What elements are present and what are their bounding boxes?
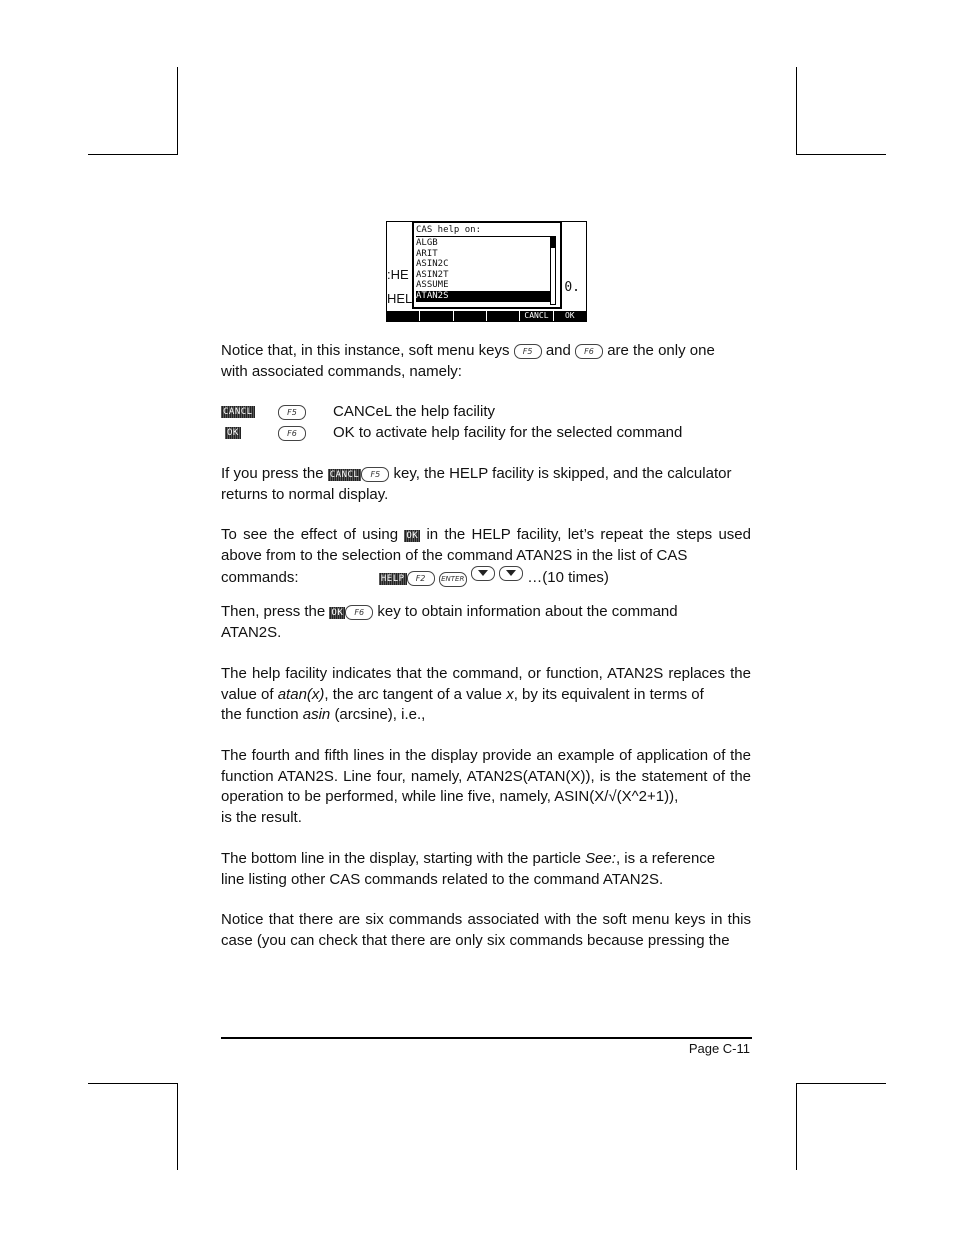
list-item[interactable]: ALGB [416,238,438,248]
text: are the only one [607,342,715,359]
paragraph [221,910,751,951]
f5-key-icon: F5 [278,405,306,420]
paragraph [221,746,751,828]
text: (arcsine), i.e., [334,706,426,724]
down-arrow-key-icon [499,566,523,581]
text: returns to normal display. [221,485,389,503]
f6-key-icon: F6 [278,426,306,441]
paragraph [221,602,751,643]
crop-mark [177,67,178,154]
key-description: CANCeL the help facility [333,403,496,420]
text: …(10 times) [527,569,609,587]
scrollbar[interactable] [550,237,556,305]
crop-mark [88,1083,178,1084]
text: in the HELP facility, let’s repeat the steps used [426,526,751,543]
crop-mark [796,67,797,154]
help-softkey-icon: HELP [380,574,405,585]
cas-help-popup [412,222,562,309]
text: The fourth and fifth lines in the display provide an example of application of [221,747,726,764]
list-item[interactable]: ASIN2C [416,259,449,269]
enter-key-icon: ENTER [439,572,467,587]
f6-key-icon: F6 [575,344,603,359]
text: the function [221,706,299,724]
history-line-2: HEL [387,291,413,306]
text: key, the HELP facility is skipped, and the calculator [393,465,732,482]
cancl-softkey-icon: CANCL [329,470,360,480]
text: line listing other CAS commands related to the command ATAN2S. [221,870,664,888]
list-item[interactable]: ASIN2T [416,269,449,280]
text: Notice that, in this instance, soft menu keys [221,342,510,359]
history-line-1: :HE [387,267,409,282]
key-description: OK to activate help facility for the selected command [333,424,683,441]
crop-mark [177,1083,178,1170]
text: To see the effect of using [221,526,399,543]
soft-menu-key-1[interactable] [387,311,420,321]
text-italic: x [506,685,514,703]
soft-menu-key-3[interactable] [454,311,487,321]
key-list-row [221,402,751,422]
text-italic: asin [302,706,331,724]
stack-value: 0. [564,280,580,295]
text: ATAN2S. [221,623,282,641]
text-italic: atan(x) [277,685,325,703]
text [221,705,751,726]
f5-key-icon: F5 [514,344,542,359]
crop-mark [88,154,178,155]
list-item[interactable]: ASSUME [416,280,449,290]
paragraph [221,464,751,505]
soft-menu-key-4[interactable] [487,311,520,321]
soft-menu-key-2[interactable] [420,311,453,321]
footer-rule [221,1037,752,1039]
calculator-screen [386,221,587,322]
f2-key-icon: F2 [407,571,435,586]
text: If you press the [221,465,324,482]
crop-mark [796,154,886,155]
text: Notice that there are six commands associated with the soft menu keys in this [221,911,751,928]
scroll-thumb[interactable] [551,238,555,248]
list-item-selected[interactable]: ATAN2S [416,291,550,302]
cancl-softkey-icon: CANCL [223,407,253,417]
text-italic: See: [585,850,616,867]
paragraph [221,341,751,382]
text: the value of [221,665,751,703]
text: case (you can check that there are only six commands because pressing the [221,931,730,949]
paragraph [221,664,751,726]
f6-key-icon: F6 [345,605,373,620]
paragraph [221,849,751,890]
text: of the operation to be performed, while line five, namely, ASIN(X/√(X^2+1)), [221,767,751,806]
text: commands: [221,569,299,587]
text: , by its equivalent in terms of [513,685,704,703]
text: above from to the selection of the command ATAN2S in the list of CAS [221,546,688,564]
text: Then, press the [221,603,326,620]
paragraph [221,525,751,589]
key-list-row [221,423,751,443]
soft-menu-key-cancl[interactable]: CANCL [520,311,553,321]
ok-softkey-icon: OK [406,531,419,541]
page-number: Page C-11 [688,1041,750,1056]
popup-title: CAS help on: [416,225,556,237]
text: with associated commands, namely: [221,362,462,380]
text: key to obtain information about the command [377,603,678,620]
crop-mark [796,1083,886,1084]
soft-menu-key-ok[interactable]: OK [564,311,575,320]
soft-menu-bar [387,311,586,321]
text: , is a reference [615,850,716,867]
text: , the arc tangent of a value [324,685,503,703]
ok-softkey-icon: OK [227,428,239,438]
text [221,566,751,589]
down-arrow-key-icon [471,566,495,581]
text: The help facility indicates that the command, or function, ATAN2S replaces [221,665,726,682]
text: The bottom line in the display, starting with the particle [221,850,581,867]
text: and [545,342,571,359]
text: the function ATAN2S. Line four, namely, ATAN2S(ATAN(X)), is the statement [221,747,751,785]
ok-softkey-icon: OK [331,608,344,618]
text: is the result. [221,808,302,826]
f5-key-icon: F5 [361,467,389,482]
crop-mark [796,1083,797,1170]
list-item[interactable]: ARIT [416,248,438,259]
